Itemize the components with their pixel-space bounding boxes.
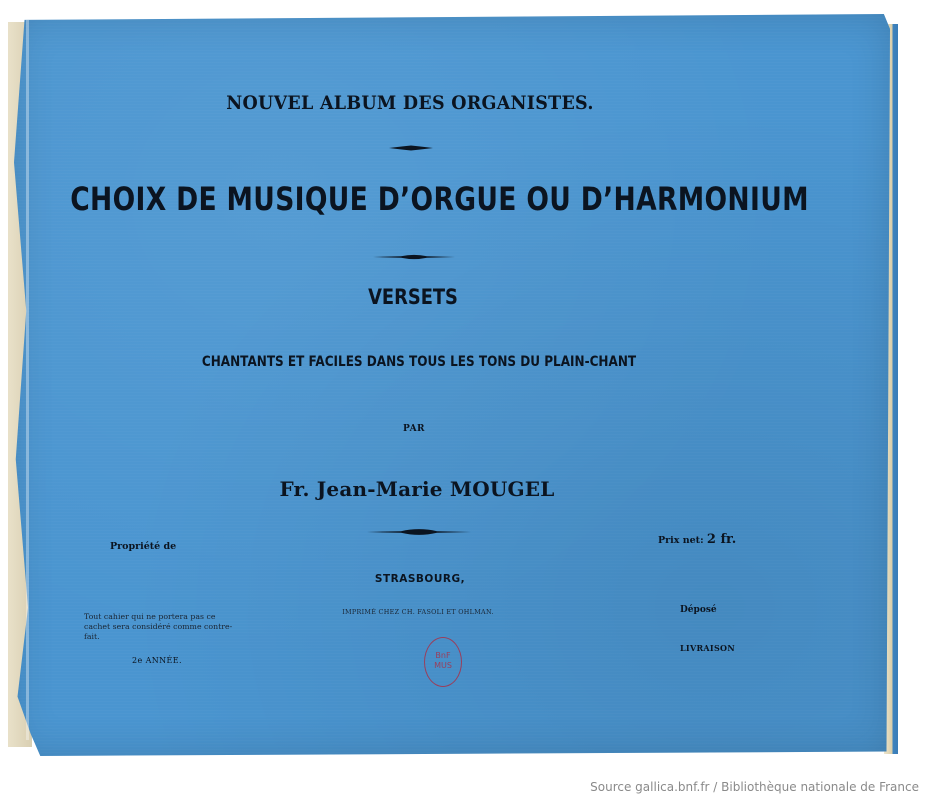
livraison-label: LIVRAISON: [680, 643, 735, 653]
ornament-rule-bottom: [367, 527, 471, 537]
depose-label: Déposé: [680, 605, 717, 615]
stamp-line-1: BnF: [435, 651, 451, 660]
ornament-rule-top: [389, 144, 433, 152]
price: [658, 532, 736, 547]
versets-heading: VERSETS: [368, 285, 458, 309]
counterfeit-notice: Tout cahier qui ne portera pas ce cachet sera considéré comme contre-fait.: [84, 612, 233, 641]
source-credit: Source gallica.bnf.fr / Bibliothèque nationale de France: [590, 780, 919, 794]
stamp-line-2: MUS: [434, 661, 452, 670]
par-label: PAR: [402, 424, 426, 434]
library-stamp: [424, 637, 462, 687]
main-title: CHOIX DE MUSIQUE D’ORGUE OU D’HARMONIUM: [70, 180, 809, 218]
city: STRASBOURG,: [374, 573, 466, 585]
propriete-label: Propriété de: [110, 541, 177, 552]
year-label: 2e ANNÉE.: [132, 656, 182, 665]
price-label: Prix net:: [658, 535, 704, 546]
ornament-rule-middle: [373, 253, 455, 261]
album-title: NOUVEL ALBUM DES ORGANISTES.: [226, 92, 594, 114]
subtitle: CHANTANTS ET FACILES DANS TOUS LES TONS DU PLAIN-CHANT: [201, 354, 637, 370]
price-value: 2 fr.: [706, 532, 737, 547]
printer-line: IMPRIMÉ CHEZ CH. FASOLI ET OHLMAN.: [342, 608, 494, 616]
cover-highlight: [26, 20, 29, 740]
author-name: Fr. Jean-Marie MOUGEL: [279, 477, 555, 501]
